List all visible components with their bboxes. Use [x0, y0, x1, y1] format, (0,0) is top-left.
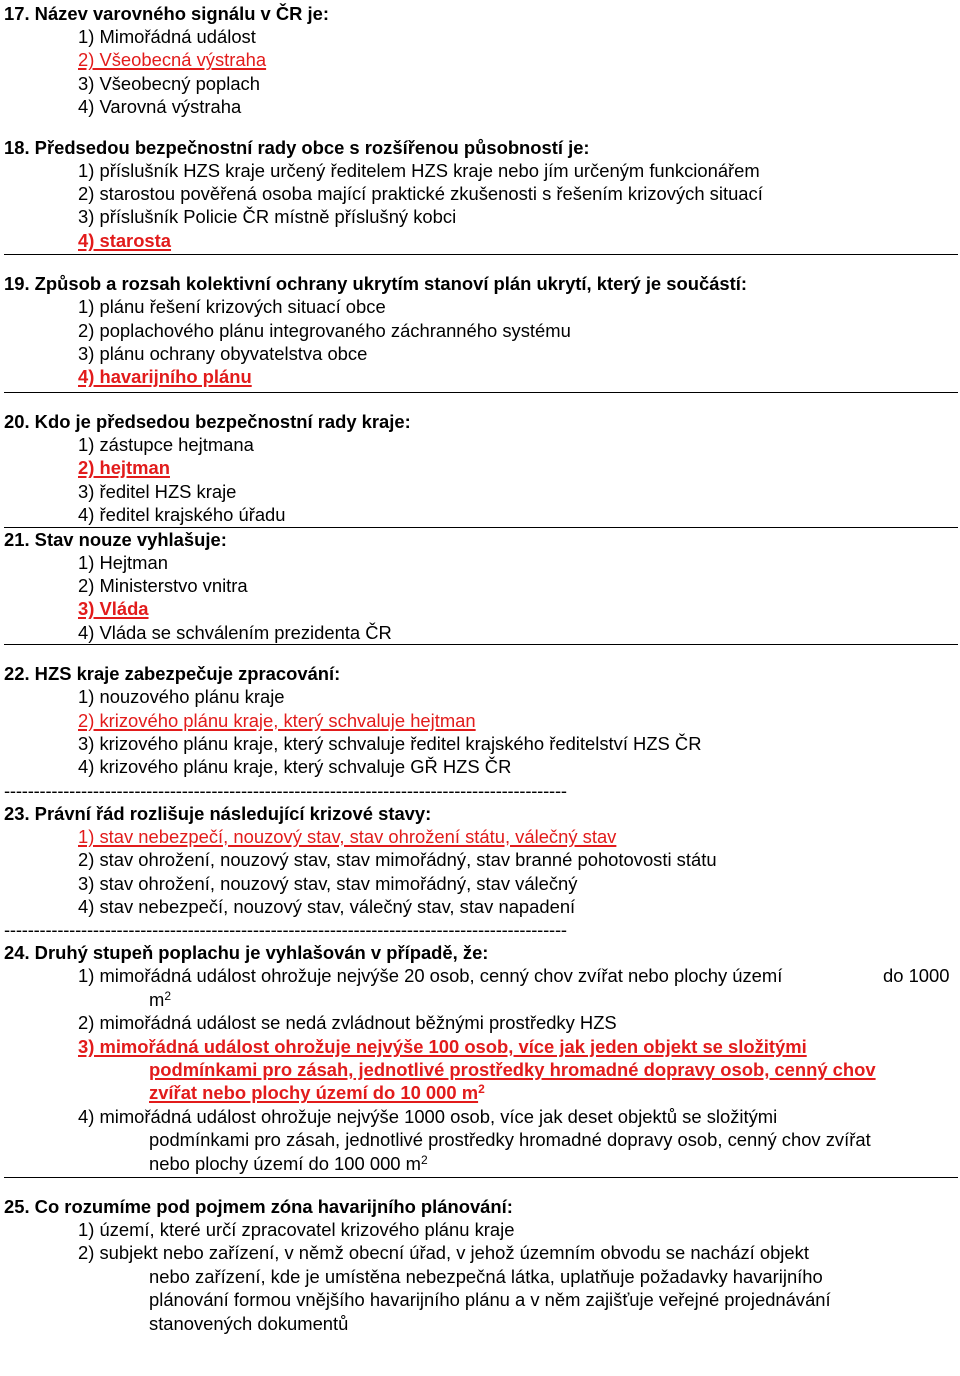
option: 2) stav ohrožení, nouzový stav, stav mimořádný, stav branné pohotovosti státu — [78, 849, 717, 871]
option: 3) plánu ochrany obyvatelstva obce — [78, 343, 368, 365]
question-title: 19. Způsob a rozsah kolektivní ochrany ukrytím stanoví plán ukrytí, který je součástí: — [4, 273, 748, 295]
option: 2) subjekt nebo zařízení, v němž obecní úřad, v jehož územním obvodu se nachází objekt — [78, 1242, 809, 1264]
question-title: 22. HZS kraje zabezpečuje zpracování: — [4, 663, 341, 685]
option: 2) mimořádná událost se nedá zvládnout běžnými prostředky HZS — [78, 1012, 617, 1034]
correct-option: 1) stav nebezpečí, nouzový stav, stav ohrožení státu, válečný stav — [78, 825, 617, 847]
question-title: 18. Předsedou bezpečnostní rady obce s rozšířenou působností je: — [4, 136, 590, 158]
correct-option: 2) krizového plánu kraje, který schvaluje hejtman — [78, 709, 476, 731]
option: 4) mimořádná událost ohrožuje nejvýše 1000 osob, více jak deset objektů se složitými — [78, 1105, 778, 1127]
question-title: 20. Kdo je předsedou bezpečnostní rady kraje: — [4, 410, 411, 432]
correct-option: 3) mimořádná událost ohrožuje nejvýše 100 osob, více jak jeden objekt se složitými — [78, 1035, 807, 1057]
option: 4) stav nebezpečí, nouzový stav, válečný stav, stav napadení — [78, 895, 576, 917]
question-24 — [0, 941, 960, 1175]
question-18 — [0, 136, 960, 253]
option: 2) Ministerstvo vnitra — [78, 574, 248, 596]
correct-option: 2) hejtman — [78, 457, 170, 479]
option: 3) ředitel HZS kraje — [78, 480, 237, 502]
option-continuation: m — [149, 988, 165, 1010]
question-title: 25. Co rozumíme pod pojmem zóna havarijního plánování: — [4, 1196, 513, 1218]
question-title: 24. Druhý stupeň poplachu je vyhlašován v případě, že: — [4, 942, 489, 964]
question-22 — [0, 662, 960, 779]
option: 3) krizového plánu kraje, který schvaluje ředitel krajského ředitelství HZS ČR — [78, 732, 702, 754]
option: 1) Mimořádná událost — [78, 26, 256, 47]
question-23 — [0, 802, 960, 919]
option: 4) ředitel krajského úřadu — [78, 504, 286, 526]
option: 1) plánu řešení krizových situací obce — [78, 296, 386, 318]
option: 3) Všeobecný poplach — [78, 72, 260, 94]
question-title: 21. Stav nouze vyhlašuje: — [4, 528, 227, 550]
option: 4) Vláda se schválením prezidenta ČR — [78, 621, 392, 643]
option: 3) stav ohrožení, nouzový stav, stav mimořádný, stav válečný — [78, 872, 578, 894]
option: 2) starostou pověřená osoba mající praktické zkušenosti s řešením krizových situací — [78, 183, 763, 205]
superscript: 2 — [478, 1082, 485, 1097]
option: 1) zástupce hejtmana — [78, 433, 254, 455]
superscript: 2 — [420, 1152, 428, 1167]
question-21 — [0, 528, 960, 645]
question-17 — [0, 0, 960, 119]
correct-option: 4) havarijního plánu — [78, 366, 252, 388]
question-25 — [0, 1195, 960, 1335]
option: 1) Hejtman — [78, 551, 168, 573]
dashed-separator: ----------------------------------------------------------------------------------------------- — [4, 919, 567, 941]
option: 1) území, které určí zpracovatel krizového plánu kraje — [78, 1219, 515, 1241]
question-20 — [0, 410, 960, 527]
dashed-separator: ----------------------------------------------------------------------------------------------- — [4, 779, 567, 801]
option: 4) krizového plánu kraje, který schvaluje GŘ HZS ČR — [78, 756, 512, 778]
correct-option-continuation: zvířat nebo plochy území do 10 000 m — [149, 1082, 479, 1104]
option: 1) příslušník HZS kraje určený ředitelem HZS kraje nebo jím určeným funkcionářem — [78, 159, 760, 181]
superscript: 2 — [164, 988, 172, 1003]
option-continuation: plánování formou vnějšího havarijního plánu a v něm zajišťuje veřejné projednávání — [149, 1289, 831, 1311]
option-continuation: nebo plochy území do 100 000 m — [149, 1152, 421, 1174]
option: 1) mimořádná událost ohrožuje nejvýše 20 osob, cenný chov zvířat nebo plochy území — [78, 965, 783, 987]
correct-option: 4) starosta — [78, 229, 172, 251]
option-continuation: nebo zařízení, kde je umístěna nebezpečná látka, uplatňuje požadavky havarijního — [149, 1265, 823, 1287]
correct-option: 3) Vláda — [78, 598, 149, 620]
option-continuation: stanovených dokumentů — [149, 1312, 349, 1334]
correct-option-continuation: podmínkami pro zásah, jednotlivé prostředky hromadné dopravy osob, cenný chov — [149, 1059, 876, 1080]
question-title: 17. Název varovného signálu v ČR je: — [4, 3, 330, 24]
option: 2) poplachového plánu integrovaného záchranného systému — [78, 319, 571, 341]
option: 3) příslušník Policie ČR místně příslušný kobci — [78, 206, 457, 228]
correct-option: 2) Všeobecná výstraha — [78, 49, 267, 71]
question-19 — [0, 272, 960, 389]
option: 4) Varovná výstraha — [78, 96, 242, 118]
option-continuation: do 1000 — [883, 965, 950, 987]
option-continuation: podmínkami pro zásah, jednotlivé prostředky hromadné dopravy osob, cenný chov zvířat — [149, 1129, 871, 1151]
question-title: 23. Právní řád rozlišuje následující krizové stavy: — [4, 802, 432, 824]
option: 1) nouzového plánu kraje — [78, 686, 285, 708]
